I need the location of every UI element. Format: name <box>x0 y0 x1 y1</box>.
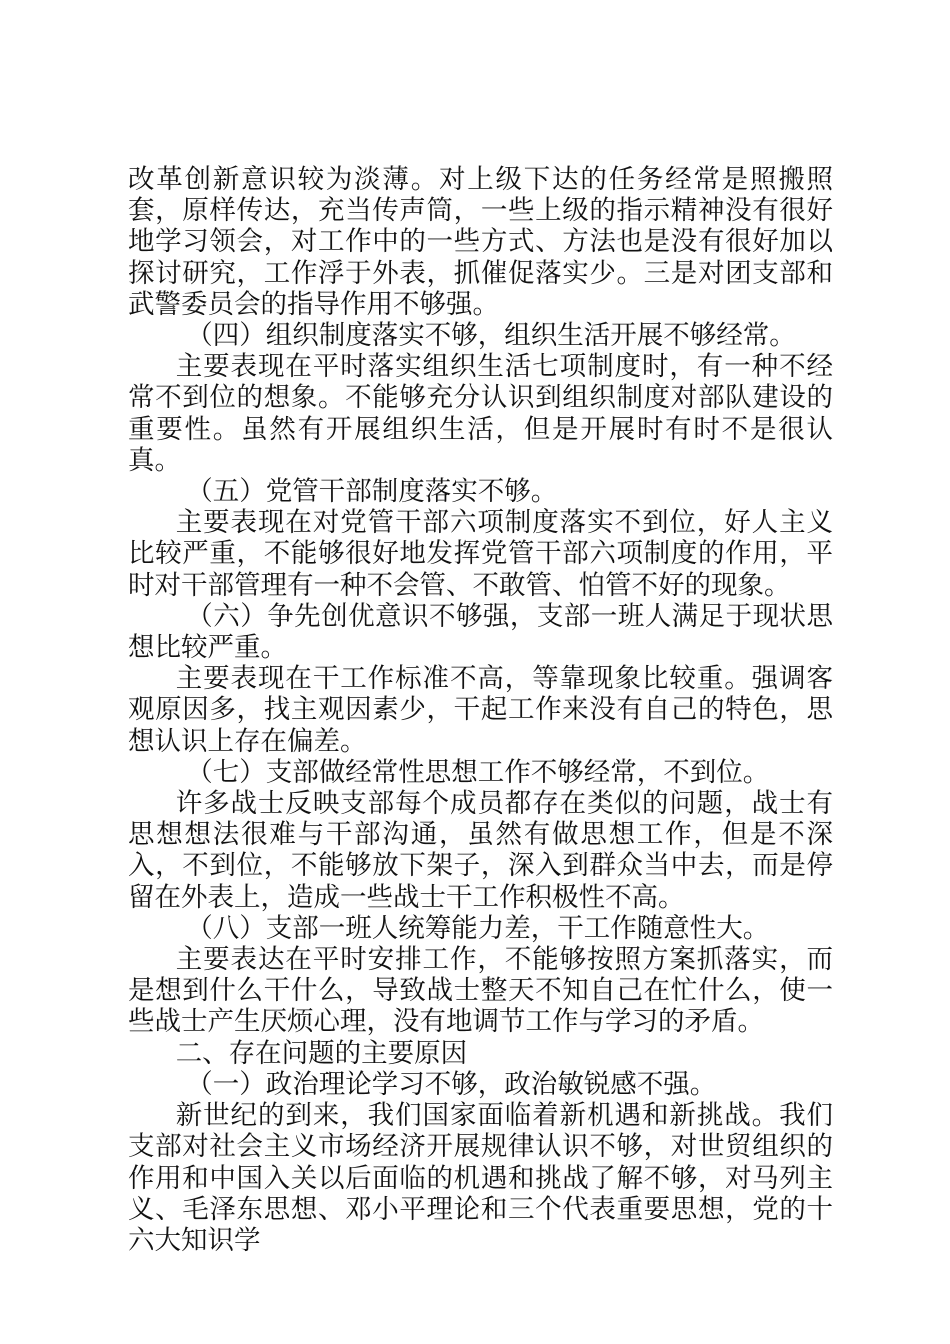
paragraph-continuation: 改革创新意识较为淡薄。对上级下达的任务经常是照搬照套，原样传达，充当传声筒，一些上级的指示精神没有很好地学习领会，对工作中的一些方式、方法也是没有很好加以探讨研究，工作浮于外表，抓催促落实少。三是对团支部和武警委员会的指导作用不够强。 <box>128 164 833 320</box>
paragraph-body: 主要表现在对党管干部六项制度落实不到位，好人主义比较严重，不能够很好地发挥党管干部六项制度的作用，平时对干部管理有一种不会管、不敢管、怕管不好的现象。 <box>128 507 833 601</box>
subheading-five: （五）党管干部制度落实不够。 <box>186 476 558 508</box>
subheading-seven: （七）支部做经常性思想工作不够经常，不到位。 <box>186 756 770 788</box>
paragraph-body: 主要表达在平时安排工作，不能够按照方案抓落实，而是想到什么干什么，导致战士整天不知自己在忙什么，使一些战士产生厌烦心理，没有地调节工作与学习的矛盾。 <box>128 944 833 1038</box>
section-heading-two: 二、存在问题的主要原因 <box>175 1037 468 1069</box>
paragraph-body: 主要表现在平时落实组织生活七项制度时，有一种不经常不到位的想象。不能够充分认识到组织制度对部队建设的重要性。虽然有开展组织生活，但是开展时有时不是很认真。 <box>128 351 833 476</box>
document-page <box>128 164 833 1256</box>
subheading-four: （四）组织制度落实不够，组织生活开展不够经常。 <box>186 320 796 352</box>
subheading-six: （六）争先创优意识不够强，支部一班人满足于现状思想比较严重。 <box>128 600 833 664</box>
paragraph-body: 新世纪的到来，我们国家面临着新机遇和新挑战。我们支部对社会主义市场经济开展规律认识不够，对世贸组织的作用和中国入关以后面临的机遇和挑战了解不够，对马列主义、毛泽东思想、邓小平理论和三个代表重要思想，党的十六大知识学 <box>128 1100 833 1256</box>
subheading-eight: （八）支部一班人统筹能力差，干工作随意性大。 <box>186 912 770 944</box>
paragraph-body: 主要表现在干工作标准不高，等靠现象比较重。强调客观原因多，找主观因素少，干起工作来没有自己的特色，思想认识上存在偏差。 <box>128 663 833 757</box>
subheading-one: （一）政治理论学习不够，政治敏锐感不强。 <box>186 1068 717 1100</box>
paragraph-body: 许多战士反映支部每个成员都存在类似的问题，战士有思想想法很难与干部沟通，虽然有做思想工作，但是不深入，不到位，不能够放下架子，深入到群众当中去，而是停留在外表上，造成一些战士干工作积极性不高。 <box>128 788 833 913</box>
